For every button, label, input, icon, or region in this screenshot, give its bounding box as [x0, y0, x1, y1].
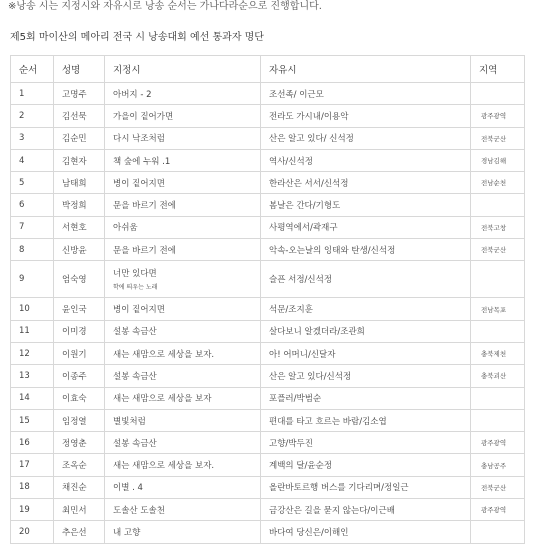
row-designated-poem	[105, 521, 261, 543]
list-title: 제5회 마이산의 메아리 전국 시 낭송대회 예선 통과자 명단	[10, 32, 264, 43]
table-row	[11, 194, 525, 216]
row-order: 19	[11, 499, 54, 521]
row-region: 전남순천	[471, 172, 525, 194]
table-row	[11, 239, 525, 261]
row-designated-poem	[105, 320, 261, 342]
row-designated-poem	[105, 365, 261, 387]
row-free-poem: 살다보니 알겠더라/조관희	[261, 320, 471, 342]
row-order: 2	[11, 105, 54, 127]
designated-poem-title: 다시 낙조처럼	[113, 134, 165, 145]
row-free-poem: 올란바토르행 버스를 기다리며/정일근	[261, 476, 471, 498]
designated-poem-subtitle: 학에 띄우는 노래	[113, 284, 158, 292]
row-name: 조옥순	[54, 454, 105, 476]
designated-poem-title: 병이 짙어지면	[113, 305, 165, 316]
row-region	[471, 387, 525, 409]
row-name: 이미경	[54, 320, 105, 342]
row-name: 신방윤	[54, 239, 105, 261]
designated-poem-title: 새는 새맘으로 세상을 보자	[113, 394, 212, 405]
row-region: 충남공주	[471, 454, 525, 476]
table-row	[11, 499, 525, 521]
row-region: 광주광역	[471, 105, 525, 127]
row-designated-poem	[105, 194, 261, 216]
row-free-poem: 포플러/박범순	[261, 387, 471, 409]
row-name: 서현호	[54, 216, 105, 238]
row-name: 윤인국	[54, 298, 105, 320]
table-row	[11, 521, 525, 543]
table-row	[11, 432, 525, 454]
designated-poem-title: 도솔산 도솔천	[113, 505, 165, 516]
row-designated-poem	[105, 261, 261, 298]
row-region: 전북군산	[471, 239, 525, 261]
table-row	[11, 365, 525, 387]
designated-poem-title: 설봉 속금산	[113, 371, 157, 382]
row-name: 김선묵	[54, 105, 105, 127]
row-free-poem: 고향/박두진	[261, 432, 471, 454]
notice-text: ※낭송 시는 지정시와 자유시로 낭송 순서는 가나다라순으로 진행합니다.	[8, 1, 322, 12]
designated-poem-title: 새는 새맘으로 세상을 보자.	[113, 461, 215, 472]
row-name: 이원기	[54, 342, 105, 364]
designated-poem-title: 가을이 짙어가면	[113, 111, 174, 122]
row-free-poem: 사평역에서/곽재구	[261, 216, 471, 238]
table-row	[11, 320, 525, 342]
row-free-poem: 봄날은 간다/기형도	[261, 194, 471, 216]
row-designated-poem	[105, 476, 261, 498]
row-name: 추은선	[54, 521, 105, 543]
row-order: 20	[11, 521, 54, 543]
row-designated-poem	[105, 298, 261, 320]
header-free-poem: 자유시	[261, 56, 471, 83]
row-free-poem: 편대를 타고 흐르는 바람/김소엽	[261, 409, 471, 431]
table-row	[11, 149, 525, 171]
table-row	[11, 261, 525, 298]
designated-poem-title: 이별 . 4	[113, 483, 143, 494]
row-region: 경남김해	[471, 149, 525, 171]
table-row	[11, 476, 525, 498]
row-region: 광주광역	[471, 499, 525, 521]
row-designated-poem	[105, 149, 261, 171]
row-region: 전북고창	[471, 216, 525, 238]
table-row	[11, 105, 525, 127]
row-name: 김순민	[54, 127, 105, 149]
table-row	[11, 216, 525, 238]
row-order: 17	[11, 454, 54, 476]
row-region	[471, 194, 525, 216]
row-order: 7	[11, 216, 54, 238]
row-region	[471, 521, 525, 543]
row-free-poem: 조선족/ 이근모	[261, 83, 471, 105]
row-name: 남태희	[54, 172, 105, 194]
row-name: 정영춘	[54, 432, 105, 454]
row-name: 이효숙	[54, 387, 105, 409]
row-free-poem: 아! 어머니/신달자	[261, 342, 471, 364]
designated-poem-title: 별빛처럼	[113, 416, 146, 427]
table-row	[11, 127, 525, 149]
designated-poem-title: 너만 있다면	[113, 269, 157, 280]
designated-poem-title: 책 숲에 누워 .1	[113, 156, 171, 167]
row-name: 고명주	[54, 83, 105, 105]
row-region: 전북군산	[471, 127, 525, 149]
row-name: 이종주	[54, 365, 105, 387]
table-row	[11, 83, 525, 105]
table-row	[11, 387, 525, 409]
row-free-poem: 산은 알고 있다/ 신석정	[261, 127, 471, 149]
row-region	[471, 409, 525, 431]
row-free-poem: 금강산은 길을 묻지 않는다/이근배	[261, 499, 471, 521]
row-order: 3	[11, 127, 54, 149]
row-name: 김현자	[54, 149, 105, 171]
row-free-poem: 슬픈 서정/신석정	[261, 261, 471, 298]
row-region: 충북제천	[471, 342, 525, 364]
designated-poem-title: 문을 바르기 전에	[113, 245, 176, 256]
row-free-poem: 석문/조지훈	[261, 298, 471, 320]
row-region	[471, 261, 525, 298]
row-designated-poem	[105, 454, 261, 476]
table-row	[11, 172, 525, 194]
row-order: 8	[11, 239, 54, 261]
row-designated-poem	[105, 172, 261, 194]
designated-poem-title: 아버지 - 2	[113, 89, 152, 100]
row-order: 6	[11, 194, 54, 216]
designated-poem-title: 내 고향	[113, 527, 141, 538]
row-region: 전남목포	[471, 298, 525, 320]
row-free-poem: 전라도 가시내/이용악	[261, 105, 471, 127]
finalists-table	[10, 55, 525, 544]
designated-poem-title: 설봉 속금산	[113, 438, 157, 449]
row-order: 18	[11, 476, 54, 498]
row-free-poem: 악속-오는날의 잉태와 탄생/신석정	[261, 239, 471, 261]
row-region: 광주광역	[471, 432, 525, 454]
row-order: 16	[11, 432, 54, 454]
row-free-poem: 산은 알고 있다/신석정	[261, 365, 471, 387]
row-region	[471, 320, 525, 342]
row-designated-poem	[105, 239, 261, 261]
row-name: 임정열	[54, 409, 105, 431]
table-row	[11, 454, 525, 476]
row-free-poem: 역사/신석정	[261, 149, 471, 171]
header-region: 지역	[471, 56, 525, 83]
row-order: 9	[11, 261, 54, 298]
table-header-row	[11, 56, 525, 83]
row-name: 박정희	[54, 194, 105, 216]
row-order: 13	[11, 365, 54, 387]
row-designated-poem	[105, 216, 261, 238]
row-designated-poem	[105, 342, 261, 364]
header-order: 순서	[11, 56, 54, 83]
row-designated-poem	[105, 409, 261, 431]
header-name: 성명	[54, 56, 105, 83]
row-designated-poem	[105, 387, 261, 409]
row-designated-poem	[105, 83, 261, 105]
row-order: 15	[11, 409, 54, 431]
header-designated-poem: 지정시	[105, 56, 261, 83]
table-row	[11, 409, 525, 431]
row-designated-poem	[105, 499, 261, 521]
designated-poem-title: 병이 짙어지면	[113, 178, 165, 189]
row-region	[471, 83, 525, 105]
table-row	[11, 342, 525, 364]
row-order: 5	[11, 172, 54, 194]
row-order: 10	[11, 298, 54, 320]
row-name: 최민서	[54, 499, 105, 521]
designated-poem-title: 새는 새맘으로 세상을 보자.	[113, 349, 215, 360]
row-name: 채진순	[54, 476, 105, 498]
row-name: 엄숙영	[54, 261, 105, 298]
designated-poem-title: 설봉 속금산	[113, 327, 157, 338]
row-order: 1	[11, 83, 54, 105]
row-free-poem: 계백의 달/윤순정	[261, 454, 471, 476]
row-order: 12	[11, 342, 54, 364]
row-free-poem: 바다여 당신은/이해인	[261, 521, 471, 543]
table-row	[11, 298, 525, 320]
designated-poem-title: 아쉬움	[113, 223, 138, 234]
row-free-poem: 한라산은 서서/신석정	[261, 172, 471, 194]
designated-poem-title: 문을 바르기 전에	[113, 201, 176, 212]
row-order: 14	[11, 387, 54, 409]
row-designated-poem	[105, 127, 261, 149]
row-order: 4	[11, 149, 54, 171]
row-designated-poem	[105, 432, 261, 454]
row-region: 충북괴산	[471, 365, 525, 387]
row-region: 전북군산	[471, 476, 525, 498]
row-designated-poem	[105, 105, 261, 127]
row-order: 11	[11, 320, 54, 342]
